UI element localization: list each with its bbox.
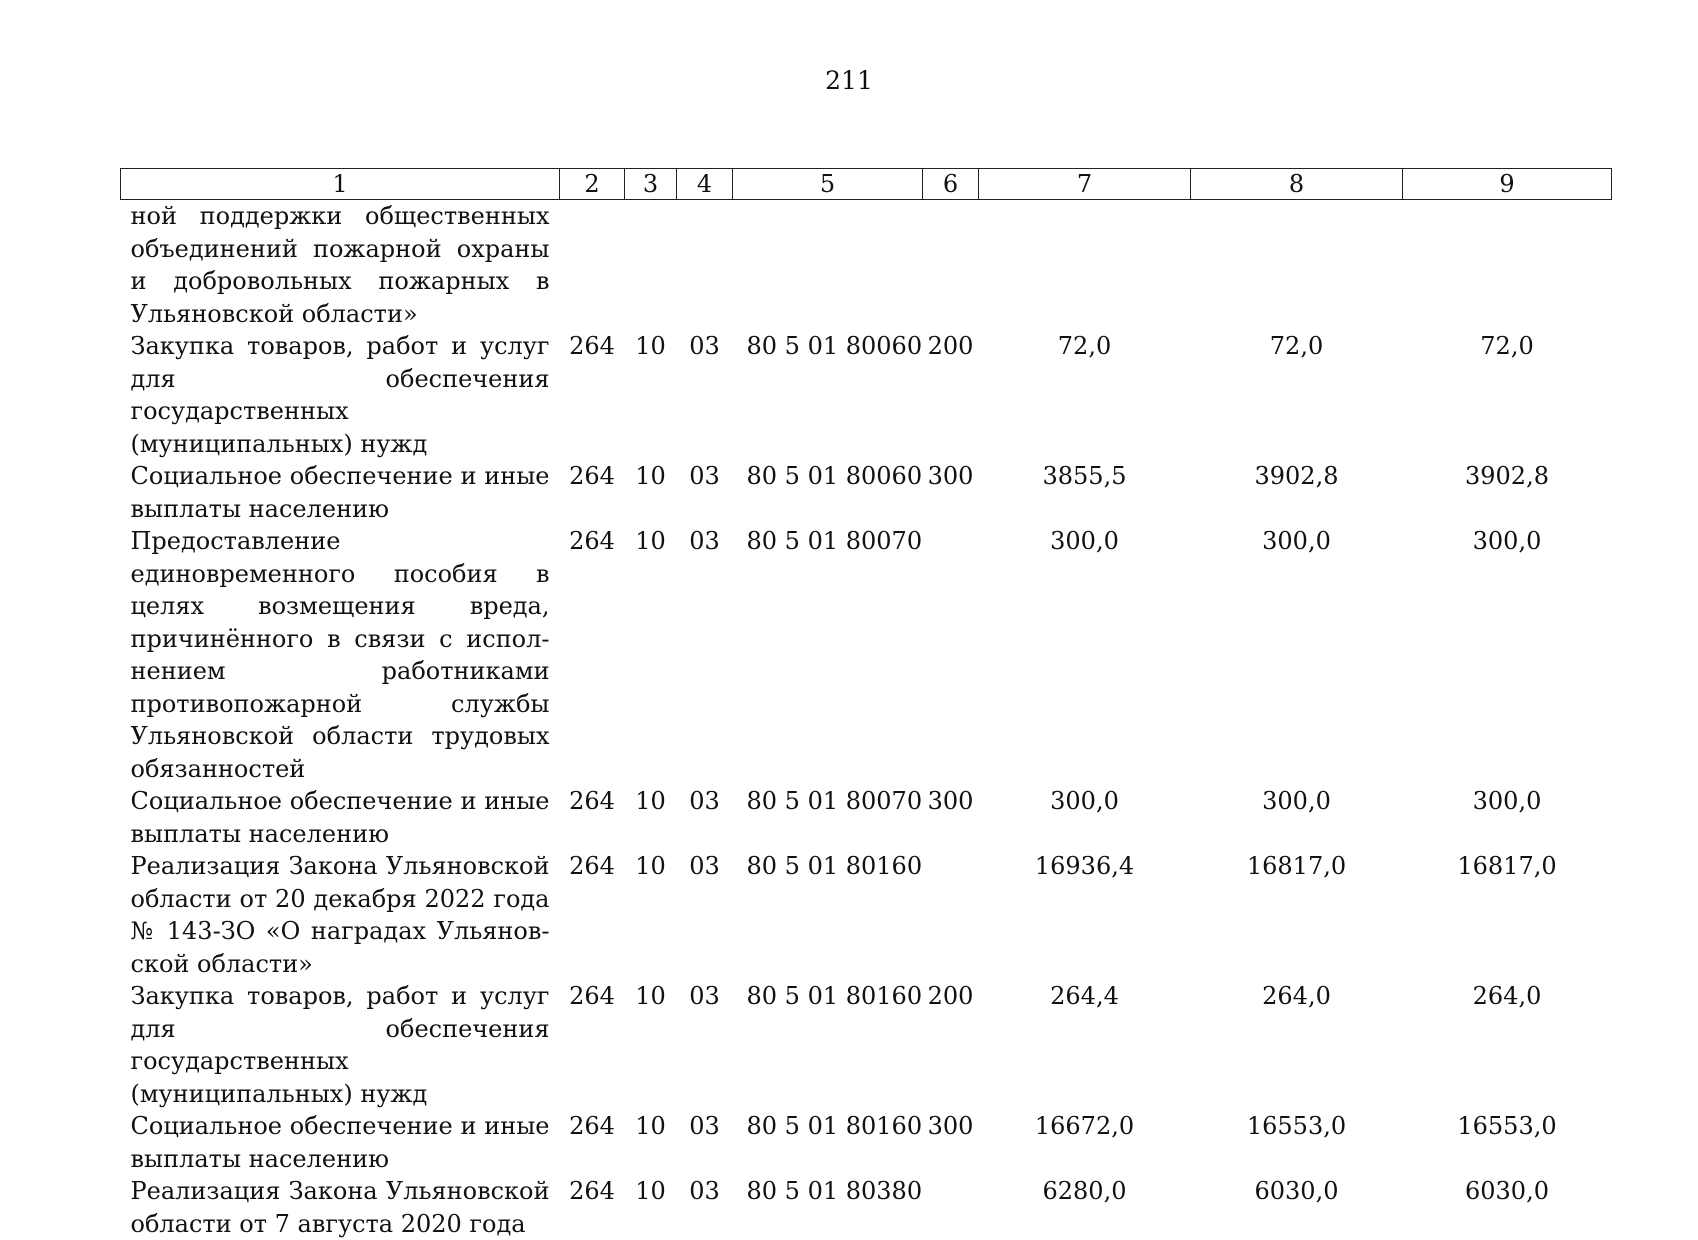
row-description: Социальное обеспечение и иные выплаты населению: [130, 787, 550, 848]
cell-chapter: 264: [569, 1112, 615, 1140]
cell-amount-col9: 264,0: [1472, 982, 1542, 1010]
row-description: Закупка товаров, работ и услуг для обеспечения государственных (муниципальных) нужд: [130, 332, 550, 458]
cell-amount-col7: 16936,4: [1034, 852, 1135, 880]
cell-expense-type: 200: [927, 982, 974, 1010]
cell-expense-type: [923, 1175, 979, 1240]
cell-target-code: 80 5 01 80380: [746, 1177, 923, 1205]
column-header: 1: [121, 169, 560, 200]
cell-expense-type: 300: [927, 1112, 974, 1140]
table-row: [121, 460, 1612, 525]
cell-chapter: 264: [569, 787, 615, 815]
cell-chapter: 264: [569, 527, 615, 555]
column-header: 5: [733, 169, 923, 200]
cell-section: 10: [635, 1177, 666, 1205]
cell-target-code: [733, 200, 923, 331]
cell-section: 10: [635, 462, 666, 490]
table-row: [121, 980, 1612, 1110]
column-header: 8: [1191, 169, 1403, 200]
cell-amount-col7: 6280,0: [1042, 1177, 1127, 1205]
cell-section: [625, 200, 677, 331]
cell-amount-col9: 300,0: [1472, 527, 1542, 555]
cell-amount-col8: 300,0: [1262, 787, 1331, 815]
row-description: Предоставление единовременного пособия в целях возмещения вреда, причинённого в связи с исполнением работниками противопожарной службы Ульяновской области трудовых обязанностей: [130, 527, 550, 783]
cell-amount-col8: 3902,8: [1254, 462, 1339, 490]
column-header: 4: [677, 169, 733, 200]
column-header: 3: [625, 169, 677, 200]
table-row: [121, 200, 1612, 331]
row-description: Реализация Закона Ульяновской области от 20 декабря 2022 года № 143-ЗО «О наградах Ульяновской области»: [130, 852, 550, 978]
row-description: Социальное обеспечение и иные выплаты населению: [130, 462, 550, 523]
cell-subsection: 03: [689, 332, 720, 360]
table-header-row: [121, 169, 1612, 200]
cell-expense-type: [923, 850, 979, 980]
cell-expense-type: 300: [927, 462, 974, 490]
cell-subsection: 03: [689, 1112, 720, 1140]
cell-chapter: 264: [569, 852, 615, 880]
table-row: [121, 785, 1612, 850]
cell-target-code: 80 5 01 80060: [746, 462, 923, 490]
cell-amount-col8: 16553,0: [1246, 1112, 1347, 1140]
row-description: Закупка товаров, работ и услуг для обеспечения государственных (муниципальных) нужд: [130, 982, 550, 1108]
cell-target-code: 80 5 01 80160: [746, 852, 923, 880]
cell-amount-col7: 264,4: [1050, 982, 1119, 1010]
table-row: [121, 1110, 1612, 1175]
cell-amount-col9: 72,0: [1480, 332, 1534, 360]
budget-table: [120, 168, 1612, 1240]
cell-chapter: [560, 200, 625, 331]
cell-amount-col9: [1403, 200, 1612, 331]
cell-section: 10: [635, 852, 666, 880]
cell-amount-col8: 72,0: [1269, 332, 1324, 360]
cell-section: 10: [635, 1112, 666, 1140]
cell-amount-col7: 72,0: [1057, 332, 1112, 360]
cell-expense-type: [923, 200, 979, 331]
cell-amount-col8: 264,0: [1262, 982, 1331, 1010]
table-row: [121, 330, 1612, 460]
cell-amount-col8: [1191, 200, 1403, 331]
row-description: Реализация Закона Ульяновской области от 7 августа 2020 года: [130, 1177, 550, 1238]
cell-amount-col7: 16672,0: [1034, 1112, 1135, 1140]
column-header: 7: [979, 169, 1191, 200]
cell-target-code: 80 5 01 80070: [746, 527, 923, 555]
cell-amount-col8: 300,0: [1262, 527, 1331, 555]
cell-section: 10: [635, 982, 666, 1010]
cell-target-code: 80 5 01 80070: [746, 787, 923, 815]
cell-amount-col8: 6030,0: [1254, 1177, 1339, 1205]
cell-chapter: 264: [569, 332, 615, 360]
table-row: [121, 1175, 1612, 1240]
cell-subsection: [677, 200, 733, 331]
cell-amount-col9: 3902,8: [1465, 462, 1549, 490]
cell-amount-col7: [979, 200, 1191, 331]
column-header: 9: [1403, 169, 1612, 200]
cell-amount-col7: 300,0: [1050, 527, 1119, 555]
cell-section: 10: [635, 332, 666, 360]
row-description: Социальное обеспечение и иные выплаты населению: [130, 1112, 550, 1173]
cell-amount-col8: 16817,0: [1246, 852, 1347, 880]
cell-subsection: 03: [689, 527, 720, 555]
table-row: [121, 850, 1612, 980]
column-header: 2: [560, 169, 625, 200]
column-header: 6: [923, 169, 979, 200]
table-row: [121, 525, 1612, 785]
cell-expense-type: 300: [927, 787, 974, 815]
cell-subsection: 03: [689, 982, 720, 1010]
cell-subsection: 03: [689, 462, 720, 490]
row-description: ной поддержки общественных объединений пожарной охраны и добровольных пожарных в Ульяновской области»: [130, 202, 550, 328]
cell-section: 10: [635, 527, 666, 555]
cell-section: 10: [635, 787, 666, 815]
page-number: 211: [825, 66, 873, 95]
cell-amount-col7: 3855,5: [1042, 462, 1127, 490]
cell-amount-col9: 6030,0: [1465, 1177, 1549, 1205]
cell-expense-type: [923, 525, 979, 785]
cell-amount-col9: 16817,0: [1457, 852, 1557, 880]
cell-target-code: 80 5 01 80060: [746, 332, 923, 360]
cell-subsection: 03: [689, 787, 720, 815]
cell-amount-col9: 16553,0: [1457, 1112, 1557, 1140]
cell-chapter: 264: [569, 462, 615, 490]
cell-amount-col9: 300,0: [1472, 787, 1542, 815]
cell-expense-type: 200: [927, 332, 974, 360]
cell-chapter: 264: [569, 982, 615, 1010]
cell-subsection: 03: [689, 1177, 720, 1205]
cell-subsection: 03: [689, 852, 720, 880]
cell-target-code: 80 5 01 80160: [746, 982, 923, 1010]
cell-chapter: 264: [569, 1177, 615, 1205]
cell-amount-col7: 300,0: [1050, 787, 1119, 815]
cell-target-code: 80 5 01 80160: [746, 1112, 923, 1140]
